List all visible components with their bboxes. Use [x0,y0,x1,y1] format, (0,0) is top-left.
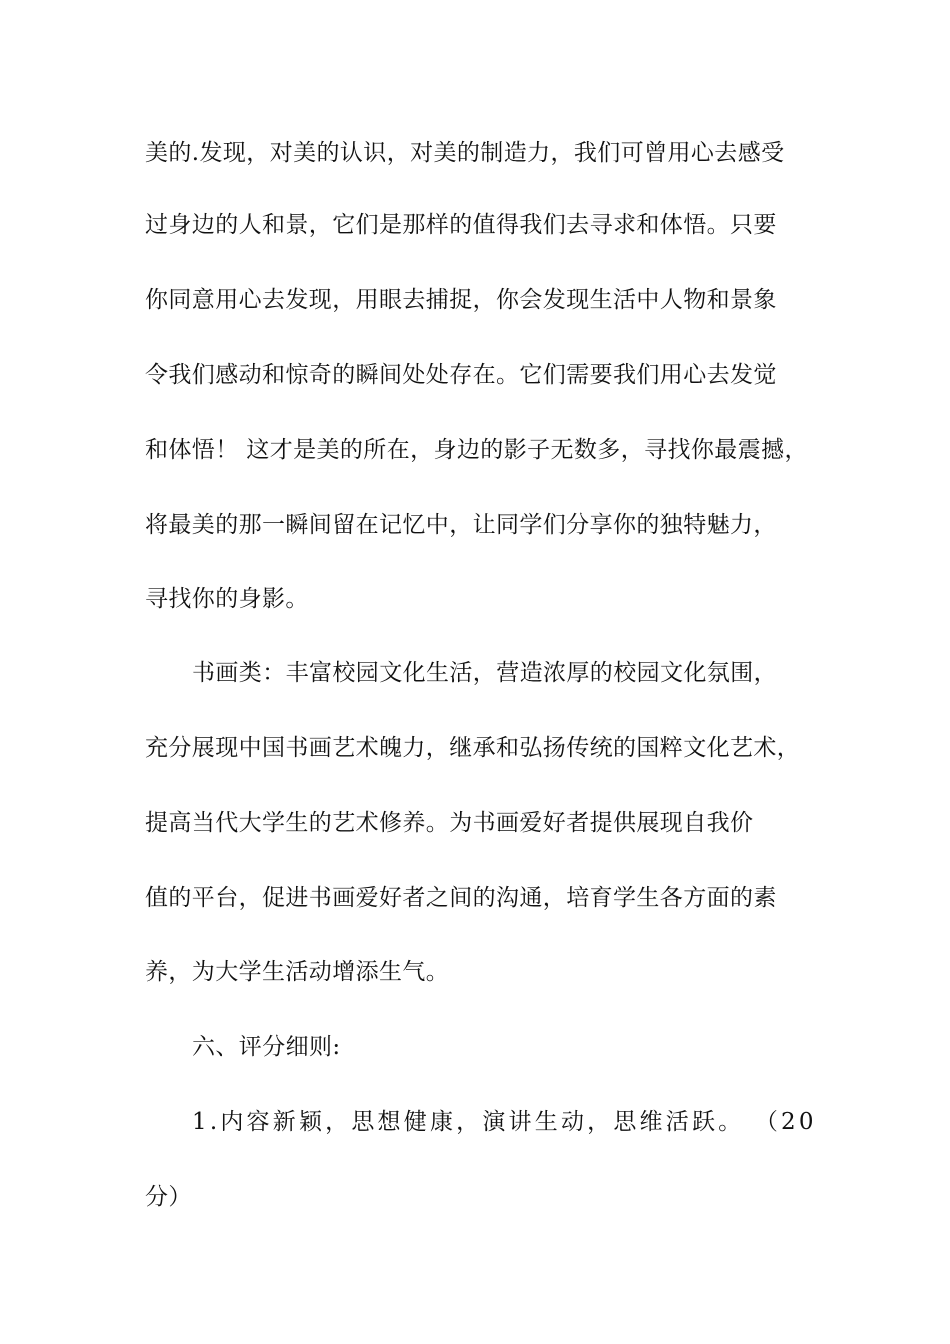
paragraph-line: 提高当代大学生的艺术修养。为书画爱好者提供展现自我价 [145,810,754,836]
paragraph-line: 令我们感动和惊奇的瞬间处处存在。它们需要我们用心去发觉 [145,362,777,388]
paragraph-line: 书画类：丰富校园文化生活，营造浓厚的校园文化氛围， [192,660,777,686]
paragraph-line: 养，为大学生活动增添生气。 [145,959,450,985]
paragraph-line: 寻找你的身影。 [145,586,309,612]
paragraph-line: 值的平台，促进书画爱好者之间的沟通，培育学生各方面的素 [145,885,777,911]
paragraph-line: 充分展现中国书画艺术魄力，继承和弘扬传统的国粹文化艺术， [145,735,801,761]
paragraph-line: 你同意用心去发现，用眼去捕捉，你会发现生活中人物和景象 [145,287,777,313]
list-item: 1.内容新颖，思想健康，演讲生动，思维活跃。 （20 [192,1109,817,1135]
paragraph-line: 和体悟！ 这才是美的所在，身边的影子无数多，寻找你最震撼， [145,437,808,463]
paragraph-line: 过身边的人和景，它们是那样的值得我们去寻求和体悟。只要 [145,212,777,238]
list-item-continuation: 分） [145,1184,192,1210]
paragraph-line: 将最美的那一瞬间留在记忆中，让同学们分享你的独特魅力， [145,512,777,538]
section-heading: 六、评分细则: [192,1034,341,1060]
paragraph-line: 美的.发现，对美的认识，对美的制造力，我们可曾用心去感受 [145,140,785,166]
